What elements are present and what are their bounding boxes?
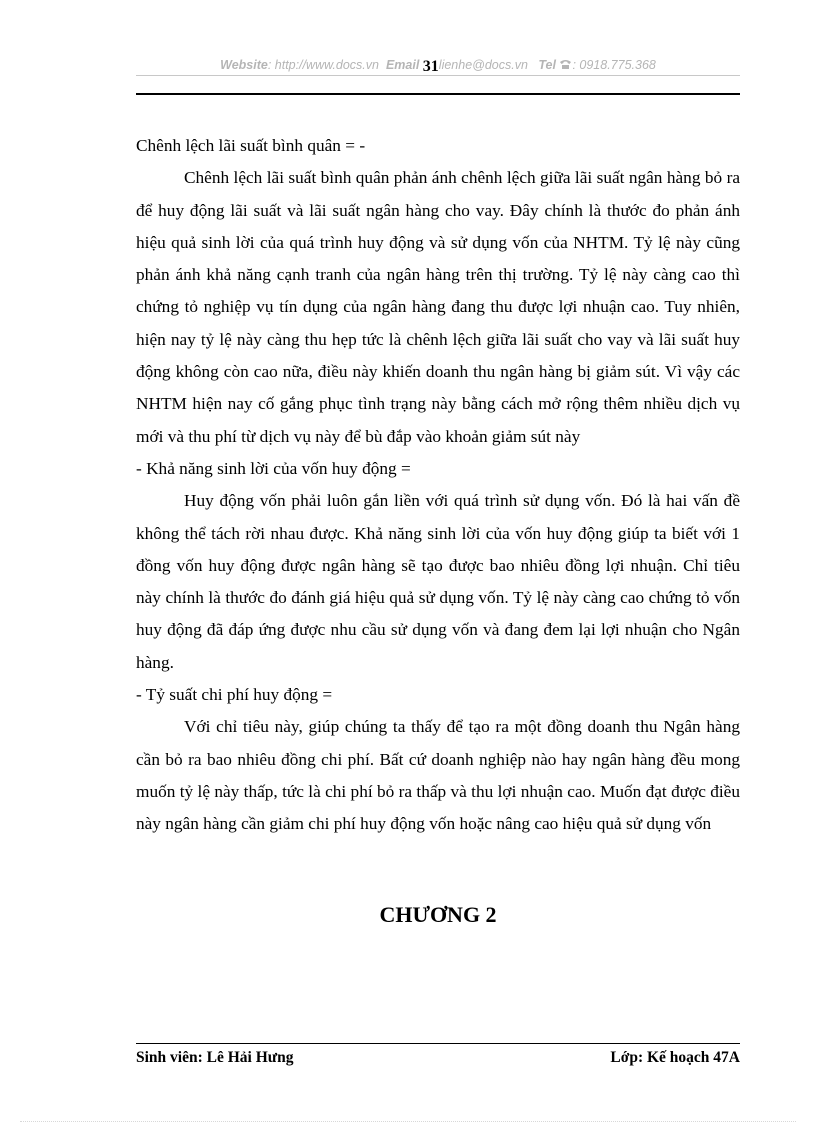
footer-class: Lớp: Kế hoạch 47A xyxy=(610,1049,740,1066)
footer-rule xyxy=(136,1043,740,1044)
phone-icon xyxy=(559,59,572,70)
paragraph: Chênh lệch lãi suất bình quân phản ánh chênh lệch giữa lãi suất ngân hàng bỏ ra để huy động lãi suất và lãi suất ngân hàng cho vay. Đây chính là thước đo phản ánh hiệu quả sinh lời của quá trình huy động và sử dụng vốn của NHTM. Tỷ lệ này cũng phản ánh khả năng cạnh tranh của ngân hàng trên thị trường. Tỷ lệ này càng cao thì chứng tỏ nghiệp vụ tín dụng của ngân hàng đang thu được lợi nhuận cao. Tuy nhiên, hiện nay tỷ lệ này càng thu hẹp tức là chênh lệch giữa lãi suất cho vay và lãi suất huy động không còn cao nữa, điều này khiến doanh thu ngân hàng bị giảm sút. Vì vậy các NHTM hiện nay cố gắng phục tình trạng này bằng cách mở rộng thêm nhiều dịch vụ mới và thu phí từ dịch vụ này để bù đắp vào khoản giảm sút này xyxy=(136,168,740,446)
header-rule-thin xyxy=(136,75,740,76)
formula-line: Chênh lệch lãi suất bình quân = - xyxy=(136,136,366,155)
header-rule xyxy=(136,93,740,95)
formula-line: - Tỷ suất chi phí huy động = xyxy=(136,685,333,705)
document-body xyxy=(136,130,740,841)
page-footer xyxy=(136,1049,740,1067)
page-number: 31 xyxy=(422,58,439,75)
website-url[interactable]: : http://www.docs.vn xyxy=(267,58,379,72)
chapter-title: CHƯƠNG 2 xyxy=(379,902,497,927)
page-header xyxy=(136,56,740,76)
email-label: Email xyxy=(385,58,420,72)
paragraph: Huy động vốn phải luôn gắn liền với quá trình sử dụng vốn. Đó là hai vấn đề không thể tách rời nhau được. Khả năng sinh lời của vốn huy động giúp ta biết với 1 đồng vốn huy động được ngân hàng sẽ tạo được bao nhiêu đồng lợi nhuận. Chỉ tiêu này chính là thước đo đánh giá hiệu quả sử dụng vốn. Tỷ lệ này càng cao chứng tỏ vốn huy động đã đáp ứng được nhu cầu sử dụng vốn và đang đem lại lợi nhuận cho Ngân hàng. xyxy=(136,491,740,672)
tel-label: Tel xyxy=(538,58,556,72)
email-value[interactable]: lienhe@docs.vn xyxy=(438,58,528,72)
formula-line: - Khả năng sinh lời của vốn huy động = xyxy=(136,458,411,478)
bottom-dotted-line xyxy=(20,1121,796,1122)
website-label: Website xyxy=(220,58,268,72)
footer-student: Sinh viên: Lê Hải Hưng xyxy=(136,1049,294,1066)
tel-value: : 0918.775.368 xyxy=(572,58,656,72)
paragraph: Với chỉ tiêu này, giúp chúng ta thấy để tạo ra một đồng doanh thu Ngân hàng cần bỏ ra bao nhiêu đồng chi phí. Bất cứ doanh nghiệp nào hay ngân hàng đều mong muốn tỷ lệ này thấp, tức là chi phí bỏ ra thấp và thu lợi nhuận cao. Muốn đạt được điều này ngân hàng cần giảm chi phí huy động vốn hoặc nâng cao hiệu quả sử dụng vốn xyxy=(136,717,740,834)
